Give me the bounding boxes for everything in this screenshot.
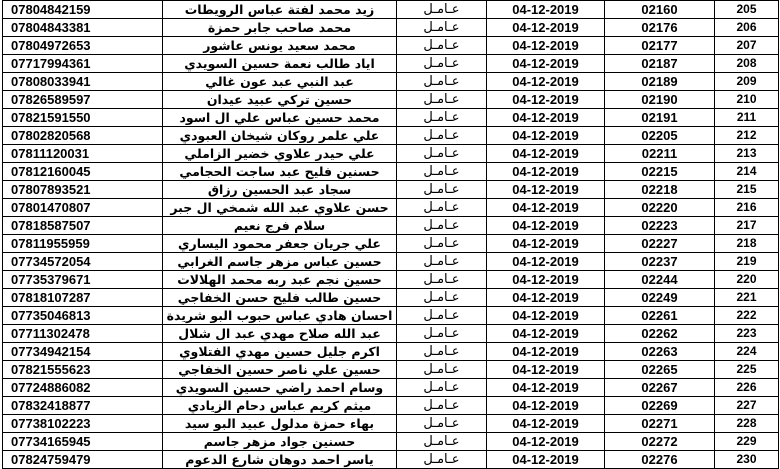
role-cell: عـامـل xyxy=(397,109,487,127)
code-cell: 02189 xyxy=(605,73,715,91)
name-cell: حسنين فليح عبد ساجت الحجامي xyxy=(163,163,397,181)
name-cell: سلام فرج نعيم xyxy=(163,217,397,235)
role-cell: عـامـل xyxy=(397,127,487,145)
table-row xyxy=(3,37,779,55)
code-cell: 02261 xyxy=(605,307,715,325)
name-cell: احسان هادي عباس حبوب البو شريدة xyxy=(163,307,397,325)
code-cell: 02249 xyxy=(605,289,715,307)
phone-cell: 07717994361 xyxy=(3,55,163,73)
name-cell: حسين عباس مزهر جاسم الغرابي xyxy=(163,253,397,271)
name-cell: محمد صاحب جابر حمزة xyxy=(163,19,397,37)
code-cell: 02262 xyxy=(605,325,715,343)
name-cell: حسين طالب فليح حسن الخفاجي xyxy=(163,289,397,307)
seq-cell: 216 xyxy=(715,199,779,217)
phone-cell: 07821591550 xyxy=(3,109,163,127)
code-cell: 02263 xyxy=(605,343,715,361)
role-cell: عـامـل xyxy=(397,451,487,469)
date-cell: 04-12-2019 xyxy=(487,73,605,91)
code-cell: 02160 xyxy=(605,1,715,19)
table-row xyxy=(3,433,779,451)
table-row xyxy=(3,199,779,217)
date-cell: 04-12-2019 xyxy=(487,325,605,343)
seq-cell: 208 xyxy=(715,55,779,73)
table-row xyxy=(3,325,779,343)
seq-cell: 227 xyxy=(715,397,779,415)
name-cell: عبد النبي عبد عون غالي xyxy=(163,73,397,91)
seq-cell: 218 xyxy=(715,235,779,253)
code-cell: 02187 xyxy=(605,55,715,73)
date-cell: 04-12-2019 xyxy=(487,1,605,19)
name-cell: علي علمر روكان شيخان العبودي xyxy=(163,127,397,145)
name-cell: عبد الله صلاح مهدي عبد ال شلال xyxy=(163,325,397,343)
role-cell: عـامـل xyxy=(397,73,487,91)
name-cell: حسين علي ناصر حسين الخفاجي xyxy=(163,361,397,379)
code-cell: 02265 xyxy=(605,361,715,379)
role-cell: عـامـل xyxy=(397,325,487,343)
name-cell: ياسر احمد دوهان شارع الدعوم xyxy=(163,451,397,469)
name-cell: حسين نجم عبد ربه محمد الهلالات xyxy=(163,271,397,289)
phone-cell: 07807893521 xyxy=(3,181,163,199)
seq-cell: 205 xyxy=(715,1,779,19)
name-cell: ميثم كريم عباس دحام الزيادي xyxy=(163,397,397,415)
phone-cell: 07832418877 xyxy=(3,397,163,415)
seq-cell: 224 xyxy=(715,343,779,361)
phone-cell: 07826589597 xyxy=(3,91,163,109)
name-cell: اياد طالب نعمة حسين السويدي xyxy=(163,55,397,73)
seq-cell: 215 xyxy=(715,181,779,199)
seq-cell: 206 xyxy=(715,19,779,37)
date-cell: 04-12-2019 xyxy=(487,235,605,253)
phone-cell: 07735379671 xyxy=(3,271,163,289)
seq-cell: 221 xyxy=(715,289,779,307)
table-row xyxy=(3,181,779,199)
date-cell: 04-12-2019 xyxy=(487,361,605,379)
role-cell: عـامـل xyxy=(397,235,487,253)
code-cell: 02190 xyxy=(605,91,715,109)
seq-cell: 213 xyxy=(715,145,779,163)
code-cell: 02267 xyxy=(605,379,715,397)
role-cell: عـامـل xyxy=(397,145,487,163)
phone-cell: 07734165945 xyxy=(3,433,163,451)
seq-cell: 209 xyxy=(715,73,779,91)
name-cell: وسام احمد راضي حسين السويدي xyxy=(163,379,397,397)
code-cell: 02191 xyxy=(605,109,715,127)
date-cell: 04-12-2019 xyxy=(487,253,605,271)
table-row xyxy=(3,217,779,235)
code-cell: 02176 xyxy=(605,19,715,37)
phone-cell: 07804972653 xyxy=(3,37,163,55)
date-cell: 04-12-2019 xyxy=(487,271,605,289)
seq-cell: 217 xyxy=(715,217,779,235)
code-cell: 02227 xyxy=(605,235,715,253)
phone-cell: 07735046813 xyxy=(3,307,163,325)
role-cell: عـامـل xyxy=(397,289,487,307)
phone-cell: 07734942154 xyxy=(3,343,163,361)
date-cell: 04-12-2019 xyxy=(487,217,605,235)
date-cell: 04-12-2019 xyxy=(487,415,605,433)
role-cell: عـامـل xyxy=(397,343,487,361)
table-row xyxy=(3,127,779,145)
seq-cell: 230 xyxy=(715,451,779,469)
table-row xyxy=(3,271,779,289)
seq-cell: 220 xyxy=(715,271,779,289)
role-cell: عـامـل xyxy=(397,55,487,73)
role-cell: عـامـل xyxy=(397,271,487,289)
table-row xyxy=(3,415,779,433)
name-cell: زيد محمد لفتة عباس الرويطات xyxy=(163,1,397,19)
seq-cell: 207 xyxy=(715,37,779,55)
role-cell: عـامـل xyxy=(397,91,487,109)
code-cell: 02237 xyxy=(605,253,715,271)
table-body xyxy=(3,1,779,469)
phone-cell: 07812160045 xyxy=(3,163,163,181)
table-row xyxy=(3,307,779,325)
phone-cell: 07734572054 xyxy=(3,253,163,271)
table-row xyxy=(3,73,779,91)
date-cell: 04-12-2019 xyxy=(487,109,605,127)
seq-cell: 229 xyxy=(715,433,779,451)
name-cell: محمد حسين عباس علي ال اسود xyxy=(163,109,397,127)
table-row xyxy=(3,163,779,181)
date-cell: 04-12-2019 xyxy=(487,451,605,469)
code-cell: 02215 xyxy=(605,163,715,181)
table-row xyxy=(3,397,779,415)
role-cell: عـامـل xyxy=(397,19,487,37)
seq-cell: 210 xyxy=(715,91,779,109)
date-cell: 04-12-2019 xyxy=(487,19,605,37)
phone-cell: 07824759479 xyxy=(3,451,163,469)
name-cell: علي جريان جعفر محمود اليساري xyxy=(163,235,397,253)
date-cell: 04-12-2019 xyxy=(487,145,605,163)
phone-cell: 07804843381 xyxy=(3,19,163,37)
table-row xyxy=(3,55,779,73)
code-cell: 02276 xyxy=(605,451,715,469)
phone-cell: 07802820568 xyxy=(3,127,163,145)
date-cell: 04-12-2019 xyxy=(487,289,605,307)
phone-cell: 07811955959 xyxy=(3,235,163,253)
code-cell: 02220 xyxy=(605,199,715,217)
seq-cell: 211 xyxy=(715,109,779,127)
name-cell: حسنين جواد مزهر جاسم xyxy=(163,433,397,451)
phone-cell: 07738102223 xyxy=(3,415,163,433)
role-cell: عـامـل xyxy=(397,379,487,397)
date-cell: 04-12-2019 xyxy=(487,379,605,397)
code-cell: 02205 xyxy=(605,127,715,145)
table-row xyxy=(3,379,779,397)
date-cell: 04-12-2019 xyxy=(487,433,605,451)
table-row xyxy=(3,253,779,271)
date-cell: 04-12-2019 xyxy=(487,55,605,73)
role-cell: عـامـل xyxy=(397,37,487,55)
date-cell: 04-12-2019 xyxy=(487,181,605,199)
seq-cell: 212 xyxy=(715,127,779,145)
code-cell: 02272 xyxy=(605,433,715,451)
date-cell: 04-12-2019 xyxy=(487,343,605,361)
role-cell: عـامـل xyxy=(397,397,487,415)
name-cell: محمد سعيد يونس عاشور xyxy=(163,37,397,55)
role-cell: عـامـل xyxy=(397,415,487,433)
name-cell: علي حيدر علاوي خضير الزاملي xyxy=(163,145,397,163)
date-cell: 04-12-2019 xyxy=(487,163,605,181)
code-cell: 02271 xyxy=(605,415,715,433)
date-cell: 04-12-2019 xyxy=(487,91,605,109)
role-cell: عـامـل xyxy=(397,163,487,181)
date-cell: 04-12-2019 xyxy=(487,307,605,325)
seq-cell: 222 xyxy=(715,307,779,325)
code-cell: 02218 xyxy=(605,181,715,199)
code-cell: 02269 xyxy=(605,397,715,415)
seq-cell: 223 xyxy=(715,325,779,343)
name-cell: اكرم جليل حسين مهدي الفتلاوي xyxy=(163,343,397,361)
name-cell: بهاء حمزة مدلول عبيد البو سيد xyxy=(163,415,397,433)
name-cell: حسين تركي عبيد عيدان xyxy=(163,91,397,109)
date-cell: 04-12-2019 xyxy=(487,199,605,217)
code-cell: 02244 xyxy=(605,271,715,289)
table-row xyxy=(3,235,779,253)
name-cell: حسن علاوي عبد الله شمخي ال جبر xyxy=(163,199,397,217)
seq-cell: 225 xyxy=(715,361,779,379)
role-cell: عـامـل xyxy=(397,253,487,271)
phone-cell: 07801470807 xyxy=(3,199,163,217)
table-row xyxy=(3,19,779,37)
table-row xyxy=(3,1,779,19)
table-row xyxy=(3,361,779,379)
phone-cell: 07818107287 xyxy=(3,289,163,307)
role-cell: عـامـل xyxy=(397,307,487,325)
table-row xyxy=(3,109,779,127)
seq-cell: 228 xyxy=(715,415,779,433)
phone-cell: 07811120031 xyxy=(3,145,163,163)
table-row xyxy=(3,343,779,361)
phone-cell: 07818587507 xyxy=(3,217,163,235)
phone-cell: 07804842159 xyxy=(3,1,163,19)
employee-table xyxy=(2,0,779,469)
table-row xyxy=(3,451,779,469)
name-cell: سجاد عبد الحسين رزاق xyxy=(163,181,397,199)
role-cell: عـامـل xyxy=(397,199,487,217)
seq-cell: 214 xyxy=(715,163,779,181)
role-cell: عـامـل xyxy=(397,217,487,235)
seq-cell: 226 xyxy=(715,379,779,397)
role-cell: عـامـل xyxy=(397,1,487,19)
role-cell: عـامـل xyxy=(397,181,487,199)
table-row xyxy=(3,91,779,109)
table-row xyxy=(3,289,779,307)
date-cell: 04-12-2019 xyxy=(487,127,605,145)
phone-cell: 07821555623 xyxy=(3,361,163,379)
code-cell: 02177 xyxy=(605,37,715,55)
date-cell: 04-12-2019 xyxy=(487,397,605,415)
code-cell: 02211 xyxy=(605,145,715,163)
phone-cell: 07724886082 xyxy=(3,379,163,397)
role-cell: عـامـل xyxy=(397,433,487,451)
code-cell: 02223 xyxy=(605,217,715,235)
date-cell: 04-12-2019 xyxy=(487,37,605,55)
phone-cell: 07711302478 xyxy=(3,325,163,343)
seq-cell: 219 xyxy=(715,253,779,271)
role-cell: عـامـل xyxy=(397,361,487,379)
phone-cell: 07808033941 xyxy=(3,73,163,91)
table-row xyxy=(3,145,779,163)
